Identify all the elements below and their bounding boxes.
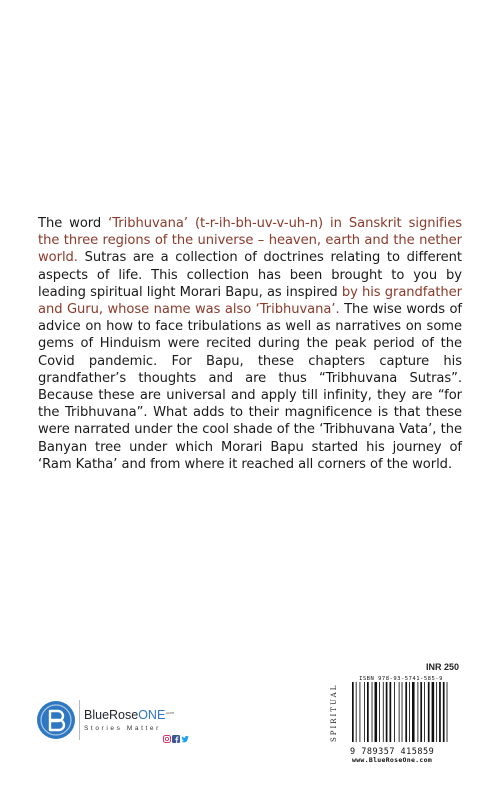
social-icons [163, 735, 189, 743]
barcode-bar [352, 682, 354, 742]
barcode-bar [424, 682, 425, 742]
barcode-bar [367, 682, 369, 742]
blurb-highlight-2: by his grandfather and Guru, whose name was also ‘Tribhuvana’. [38, 284, 463, 318]
barcode-bar [360, 682, 361, 742]
isbn-barcode [350, 676, 452, 756]
blurb-text-1: The word [38, 216, 109, 231]
barcode-bar [412, 682, 415, 742]
barcode-bar [399, 682, 400, 742]
barcode-bar [439, 682, 441, 742]
blurb-text-3: The wise words of advice on how to face tribulations as well as narratives on some gems of Hinduism were recited during the peak period of the Covid pandemic. For Bapu, these chapters capture his grandfather’s thoughts and are thus “Tribhuvana Sutras”. Because these are universal and apply till infinity, they are “for the Tribhuvana”. What adds to their magnificence is that these were narrated under the cool shade of the ‘Tribhuvana Vata’, the Banyan tree under which Morari Bapu started his journey of ‘Ram Katha’ and from where it reached all corners of the world. [38, 302, 462, 472]
barcode-bar [372, 682, 373, 742]
twitter-icon [181, 735, 189, 743]
publisher-tagline: Stories Matter [84, 725, 161, 732]
blurb-highlight-1: ‘Tribhuvana’ (t-r-ih-bh-uv-v-uh-n) in Sanskrit signifies the three regions of the universe – heaven, earth and the nether world. [38, 216, 462, 266]
back-cover-blurb [38, 215, 462, 473]
genre-label: SPIRITUAL [330, 683, 338, 742]
barcode-bar [402, 682, 403, 742]
barcode-bar [432, 682, 435, 742]
publisher-dotcom: .com [165, 709, 174, 715]
publisher-name-accent: ONE [138, 708, 166, 722]
logo-divider [79, 700, 80, 740]
barcode-bar [428, 682, 430, 742]
isbn-digits: 9 789357 415859 [350, 747, 435, 757]
publisher-name-main: BlueRose [84, 708, 139, 722]
price-label: INR 250 [426, 662, 460, 672]
barcode-bar [443, 682, 445, 742]
barcode-bars [350, 682, 452, 742]
barcode-bar [436, 682, 437, 742]
barcode-bar [383, 682, 384, 742]
barcode-bar [394, 682, 395, 742]
barcode-bar [379, 682, 380, 742]
barcode-bar [390, 682, 392, 742]
instagram-icon [163, 735, 171, 743]
barcode-bar [409, 682, 410, 742]
facebook-icon [172, 735, 180, 743]
barcode-bar [417, 682, 418, 742]
barcode-bar [420, 682, 422, 742]
barcode-bar [447, 682, 448, 742]
bluerose-b-icon [36, 700, 76, 740]
publisher-website: www.BlueRoseOne.com [352, 756, 433, 764]
barcode-bar [405, 682, 407, 742]
barcode-bar [364, 682, 365, 742]
barcode-bar [375, 682, 378, 742]
isbn-label: ISBN 978-93-5741-585-9 [359, 676, 443, 682]
publisher-name [84, 708, 174, 722]
barcode-bar [386, 682, 388, 742]
barcode-bar [356, 682, 357, 742]
blurb-text-2: Sutras are a collection of doctrines relating to different aspects of life. This collection has been brought to you by leading spiritual light Morari Bapu, as inspired [38, 250, 462, 300]
publisher-logo [36, 696, 206, 748]
